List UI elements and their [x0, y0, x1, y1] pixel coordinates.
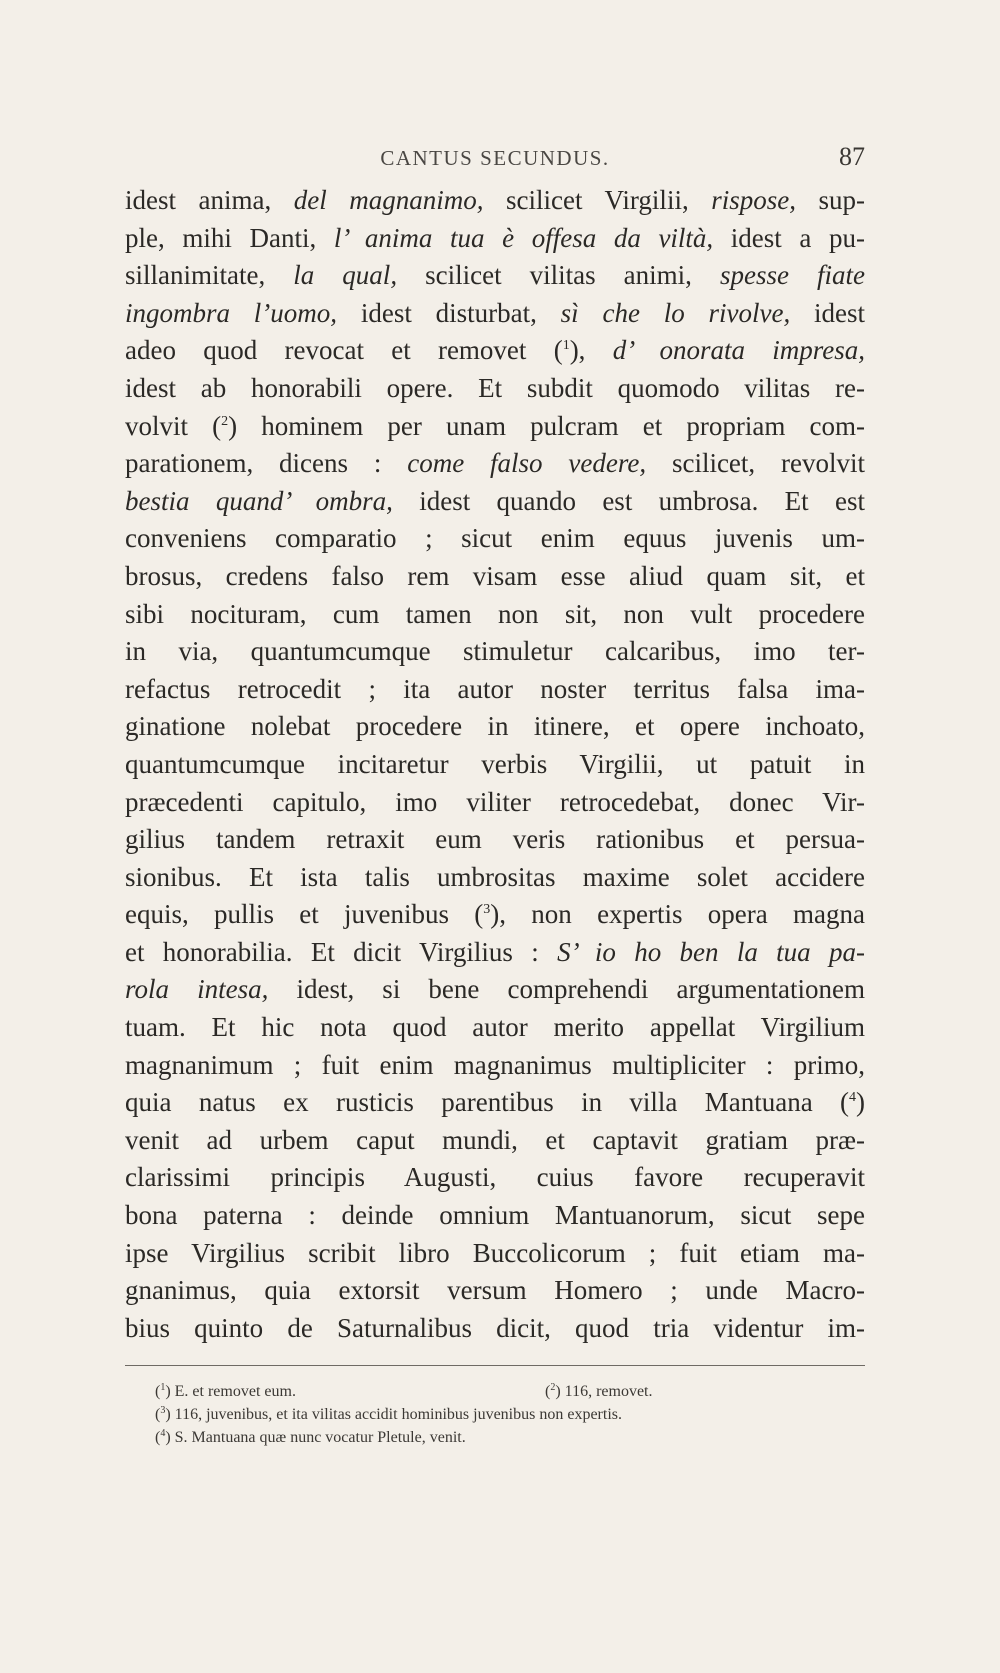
footnote-marker: 2 — [221, 413, 229, 429]
text-segment: sup- — [795, 185, 866, 215]
text-segment: scilicet vilitas animi, — [397, 260, 720, 291]
text-segment: ple, mihi Danti, — [125, 222, 334, 253]
text-segment: sionibus. Et ista talis umbrositas maxime solet accidere — [125, 861, 865, 892]
text-segment: idest disturbat, — [337, 297, 561, 328]
text-line — [125, 332, 865, 370]
text-segment: idest — [790, 297, 866, 328]
footnotes — [155, 1380, 855, 1449]
text-segment: ) — [856, 1087, 865, 1118]
text-line — [125, 934, 865, 972]
text-segment: sibi nocituram, cum tamen non sit, non vult procedere — [125, 598, 865, 629]
footnote-marker: 4 — [849, 1090, 856, 1106]
text-line — [125, 784, 865, 822]
text-line — [125, 257, 865, 295]
text-segment: præcedenti capitulo, imo viliter retrocedebat, donec Vir- — [125, 786, 865, 817]
text-line — [125, 1084, 865, 1122]
text-segment: scilicet Virgilii, — [483, 185, 712, 215]
text-segment: gnanimus, quia extorsit versum Homero ; unde Macro- — [125, 1275, 865, 1306]
footnote: ($^4$) S. Mantuana quæ nunc vocatur Pletule, venit. — [155, 1428, 466, 1446]
text-segment: gilius tandem retraxit eum veris rationibus et persua- — [125, 824, 865, 855]
text-segment: refactus retrocedit ; ita autor noster territus falsa ima- — [125, 673, 865, 704]
footnote-marker: 3 — [483, 902, 491, 918]
text-segment: quantumcumque incitaretur verbis Virgilii, ut patuit in — [125, 748, 865, 779]
footnote-text: S. Mantuana quæ nunc vocatur Pletule, venit. — [174, 1429, 466, 1446]
footnote-marker: 1 — [562, 338, 570, 354]
text-segment: quia natus ex rusticis parentibus in villa Mantuana ( — [125, 1087, 849, 1118]
italic-quote: S’ io ho ben la tua pa- — [557, 936, 866, 967]
footnote-number: 3 — [160, 1405, 166, 1416]
text-line — [125, 596, 865, 634]
text-segment: ipse Virgilius scribit libro Buccolicorum ; fuit etiam ma- — [125, 1237, 865, 1268]
italic-quote: l’ anima tua è offesa da viltà, — [333, 222, 714, 253]
text-segment: conveniens comparatio ; sicut enim equus juvenis um- — [125, 523, 865, 554]
text-line — [125, 295, 865, 333]
text-segment: clarissimi principis Augusti, cuius favore recuperavit — [125, 1162, 865, 1193]
page-header — [125, 142, 865, 178]
text-line — [125, 408, 865, 446]
italic-quote: la qual, — [293, 260, 398, 291]
text-line — [125, 182, 865, 220]
text-segment: parationem, dicens : — [125, 448, 408, 479]
footnote: ($^1$) E. et removet eum. ($^2$) 116, removet. — [155, 1382, 653, 1400]
text-segment: ), — [569, 335, 613, 366]
page-number: 87 — [839, 142, 865, 171]
text-line — [125, 483, 865, 521]
text-line — [125, 708, 865, 746]
text-segment: bona paterna : deinde omnium Mantuanorum, sicut sepe — [125, 1200, 865, 1231]
text-line — [125, 1122, 865, 1160]
running-title: CANTUS SECUNDUS. — [380, 146, 610, 170]
text-segment: brosus, credens falso rem visam esse aliud quam sit, et — [125, 560, 865, 591]
italic-quote: bestia quand’ ombra, — [125, 485, 393, 516]
text-line — [125, 1235, 865, 1273]
text-segment: equis, pullis et juvenibus ( — [125, 899, 484, 930]
italic-quote: sì che lo rivolve, — [560, 297, 791, 328]
italic-quote: spesse fiate — [719, 260, 865, 291]
text-segment: scilicet, revolvit — [646, 448, 866, 479]
footnote-text: E. et removet eum. — [174, 1383, 296, 1400]
text-segment: idest a pu- — [713, 222, 865, 253]
text-line — [125, 1009, 865, 1047]
text-segment: et honorabilia. Et dicit Virgilius : — [125, 936, 558, 967]
text-segment: ) hominem per unam pulcram et propriam com- — [228, 410, 865, 441]
text-segment: ), non expertis opera magna — [490, 899, 865, 930]
text-line — [125, 558, 865, 596]
italic-quote: d’ onorata impresa, — [612, 335, 865, 366]
text-line — [125, 971, 865, 1009]
text-segment: idest quando est umbrosa. Et est — [392, 485, 865, 516]
text-line — [125, 821, 865, 859]
text-segment: magnanimum ; fuit enim magnanimus multipliciter : primo, — [125, 1049, 865, 1080]
text-segment: venit ad urbem caput mundi, et captavit gratiam præ- — [125, 1124, 865, 1155]
text-line — [125, 1310, 865, 1348]
italic-quote: come falso vedere, — [407, 448, 647, 479]
italic-quote: del magnanimo, — [293, 185, 484, 215]
text-line — [125, 1047, 865, 1085]
text-segment: idest ab honorabili opere. Et subdit quomodo vilitas re- — [125, 372, 865, 403]
text-segment: volvit ( — [125, 410, 222, 441]
text-line — [125, 445, 865, 483]
text-segment: adeo quod revocat et removet ( — [125, 335, 563, 366]
text-line — [125, 1197, 865, 1235]
text-line — [125, 520, 865, 558]
footnote-number: 4 — [160, 1428, 166, 1439]
text-segment: ginatione nolebat procedere in itinere, et opere inchoato, — [125, 711, 865, 742]
footnote-number: 1 — [160, 1382, 166, 1393]
text-segment: sillanimitate, — [125, 260, 294, 291]
italic-quote: rispose, — [711, 185, 796, 215]
footnote-separator — [125, 1365, 865, 1366]
text-segment: bius quinto de Saturnalibus dicit, quod tria videntur im- — [125, 1312, 865, 1343]
footnote-number: 2 — [550, 1382, 556, 1393]
main-text — [125, 182, 865, 1347]
text-segment: idest, si bene comprehendi argumentationem — [268, 974, 865, 1005]
text-line — [125, 1159, 865, 1197]
text-line — [125, 633, 865, 671]
italic-quote: ingombra l’uomo, — [125, 297, 338, 328]
text-line — [125, 1272, 865, 1310]
text-line — [125, 859, 865, 897]
text-line — [125, 671, 865, 709]
text-segment: idest anima, — [125, 185, 294, 215]
text-line — [125, 370, 865, 408]
text-segment: tuam. Et hic nota quod autor merito appellat Virgilium — [125, 1012, 865, 1043]
footnote-text: 116, removet. — [564, 1383, 653, 1400]
footnote: ($^3$) 116, juvenibus, et ita vilitas accidit hominibus juvenibus non expertis. — [155, 1405, 622, 1423]
text-line — [125, 746, 865, 784]
text-segment: in via, quantumcumque stimuletur calcaribus, imo ter- — [125, 636, 865, 667]
italic-quote: rola intesa, — [125, 974, 269, 1005]
text-line — [125, 896, 865, 934]
footnote-text: 116, juvenibus, et ita vilitas accidit hominibus juvenibus non expertis. — [174, 1406, 622, 1423]
text-line — [125, 220, 865, 258]
